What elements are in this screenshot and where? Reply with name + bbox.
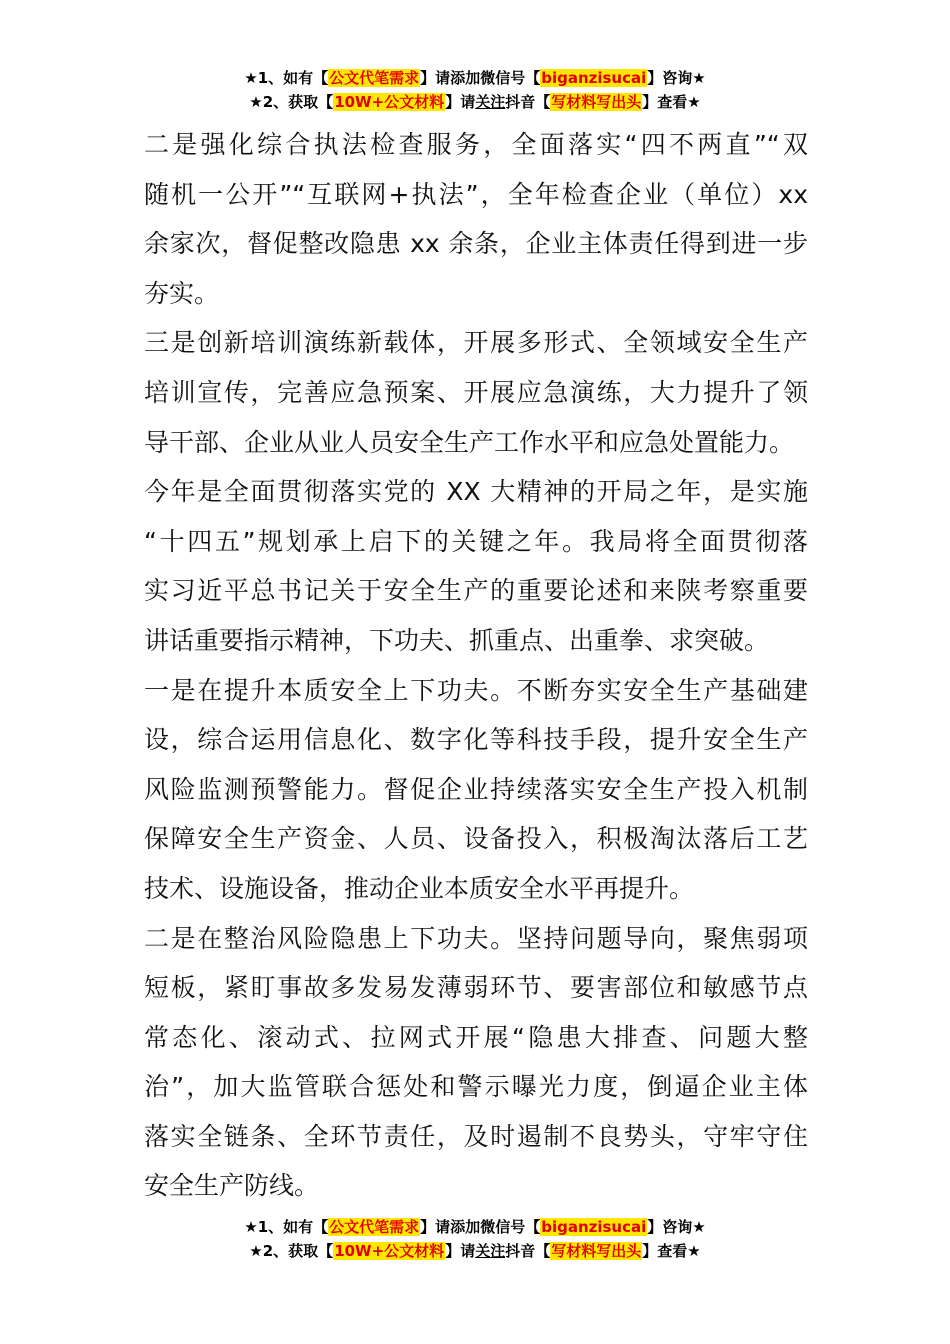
bottom-banner [0,1215,950,1263]
text-line: 三是创新培训演练新载体，开展多形式、全领域安全生产 [144,328,808,358]
text-line: 二是在整治风险隐患上下功夫。坚持问题导向，聚焦弱项 [144,923,808,953]
banner-text: 加 [465,69,481,87]
banner-highlight-wechat-id: biganzisucai [541,1218,647,1236]
text-line: 实习近平总书记关于安全生产的重要论述和来陕考察重要 [144,576,808,606]
banner-highlight-account: 写材料写出头 [551,93,642,111]
banner-text: 】查看★ [642,1242,701,1260]
banner-highlight: 10W+公文材料 [334,1242,445,1260]
banner-text-underlined: 关注 [475,93,506,111]
document-body [144,120,808,1211]
banner-text: 】查看★ [642,93,701,111]
banner-text: ★1、如有【 [244,1218,329,1236]
banner-text: 】请 [445,93,476,111]
banner-text: ★1、如有【 [244,69,329,87]
banner-line-2 [0,1239,950,1263]
text-line: 导干部、企业从业人员安全生产工作水平和应急处置能力。 [144,427,795,457]
text-line: 讲话重要指示精神，下功夫、抓重点、出重拳、求突破。 [144,625,770,655]
text-line: 夯实。 [144,278,220,308]
banner-highlight: 10W+公文材料 [334,93,445,111]
text-line: 短板，紧盯事故多发易发薄弱环节、要害部位和敏感节点 [144,973,808,1003]
text-line: “十四五”规划承上启下的关键之年。我局将全面贯彻落 [144,526,808,556]
text-line: 风险监测预警能力。督促企业持续落实安全生产投入机制 [144,774,808,804]
banner-text: 微信号【 [480,1218,541,1236]
text-line: 一是在提升本质安全上下功夫。不断夯实安全生产基础建 [144,675,808,705]
banner-text-underlined: 关注 [475,1242,506,1260]
banner-line-2 [0,90,950,114]
top-banner [0,66,950,114]
banner-text: 】请添 [420,1218,466,1236]
banner-highlight: 公文代笔需求 [329,69,420,87]
text-line: 今年是全面贯彻落实党的 XX 大精神的开局之年，是实施 [144,477,808,507]
text-line: 安全生产防线。 [144,1171,320,1201]
banner-text: 抖音【 [505,93,551,111]
text-line: 随机一公开”“互联网+执法”，全年检查企业（单位）xx [144,179,808,209]
text-line: 技术、设施设备，推动企业本质安全水平再提升。 [144,873,695,903]
banner-line-1 [0,1215,950,1239]
banner-highlight-wechat-id: biganzisucai [541,69,647,87]
banner-text: 】请添 [420,69,466,87]
banner-text: 】咨询★ [647,69,706,87]
text-line: 二是强化综合执法检查服务，全面落实“四不两直”“双 [144,130,808,159]
banner-text: 】请 [445,1242,476,1260]
banner-text: ★2、获取【 [249,1242,334,1260]
banner-line-1 [0,66,950,90]
banner-text: 】咨询★ [647,1218,706,1236]
text-line: 落实全链条、全环节责任，及时遏制不良势头，守牢守住 [144,1121,808,1151]
banner-highlight: 公文代笔需求 [329,1218,420,1236]
text-line: 余家次，督促整改隐患 xx 余条，企业主体责任得到进一步 [144,229,808,259]
banner-text: 加 [465,1218,481,1236]
text-line: 保障安全生产资金、人员、设备投入，积极淘汰落后工艺 [144,824,808,854]
text-line: 设，综合运用信息化、数字化等科技手段，提升安全生产 [144,725,808,755]
text-line: 治”，加大监管联合惩处和警示曝光力度，倒逼企业主体 [144,1072,808,1102]
banner-text: ★2、获取【 [249,93,334,111]
banner-highlight-account: 写材料写出头 [551,1242,642,1260]
text-line: 常态化、滚动式、拉网式开展“隐患大排查、问题大整 [144,1022,808,1052]
text-line: 培训宣传，完善应急预案、开展应急演练，大力提升了领 [144,377,808,407]
banner-text: 抖音【 [505,1242,551,1260]
banner-text: 微信号【 [480,69,541,87]
